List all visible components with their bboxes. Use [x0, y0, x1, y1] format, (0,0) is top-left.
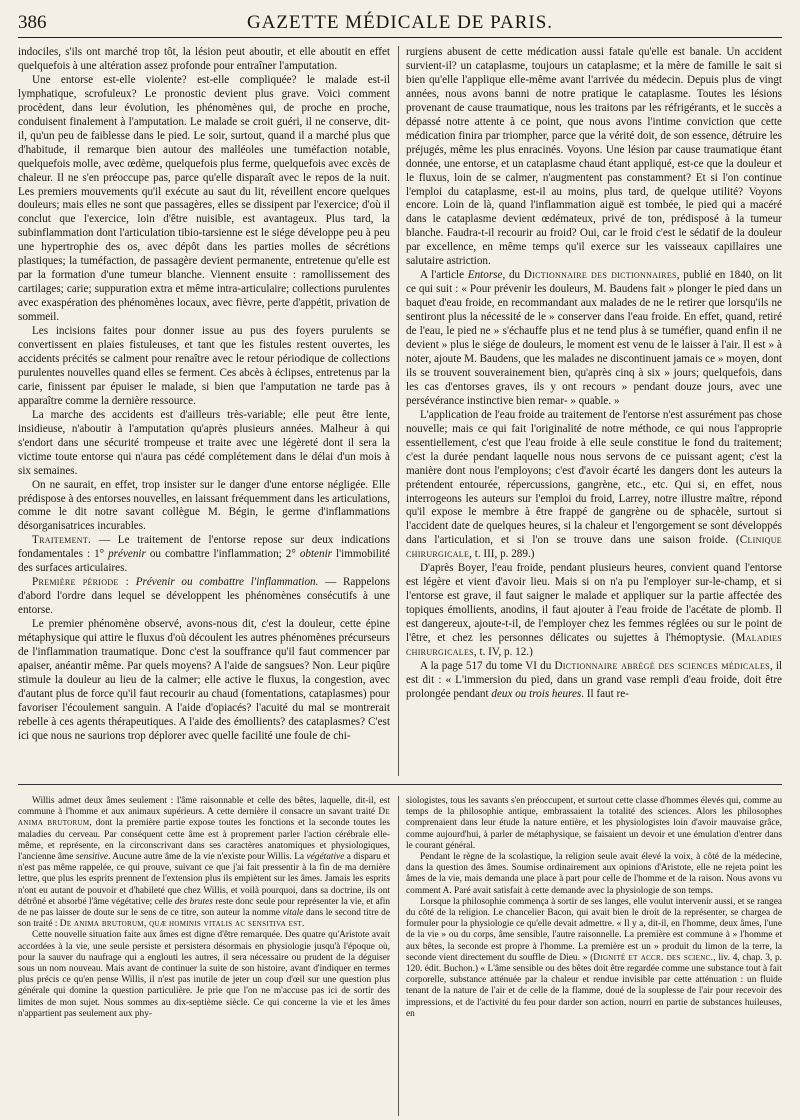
- text-run: des brutes: [174, 896, 213, 907]
- text-run: Prévenir ou combattre l'inflammation.: [129, 576, 319, 589]
- paragraph: Une entorse est-elle violente? est-elle compliquée? le malade est-il lymphatique, scrofuleux? Le pronostic devient plus grave. Voici comment procèdent, dans leur évolution, les phénomènes qui, de proche en proche, conduisent finalement à l'amputation. Le malade se croit guéri, il ne conserve, dit-il, qu'un peu de faiblesse dans le pied. Le soir, surtout, quand il a marché plus que d'habitude, il remarque bien autour des malléoles une tuméfaction notable, quelquefois molle, avec œdème, quelquefois plus ferme, quelquefois avec excès de chaleur. Il ne s'en préoccupe pas, parce qu'elle disparaît avec le repos de la nuit. Les premiers mouvements qu'il exécute au saut du lit, réveillent encore quelques douleurs; mais elles ne sont que passagères, elles se dissipent par l'exercice; d'où il conclut que l'exercice, loin d'être nuisible, est avantageux. Plus tard, la subinflammation dont l'articulation tibio-tarsienne est le siége développe peu à peu une hypertrophie des os, avec dépôt dans les parties molles de sécrétions plastiques; la tuméfaction, de passagère devient permanente, entretenue qu'elle est par la formation d'une tumeur blanche. Viennent ensuite : ramollissement des cartilages; carie; suppuration extra et même intra-articulaire; collections purulentes avec exaspération des phénomènes locaux, avec fièvre, perte d'appétit, privation de sommeil.: [18, 73, 390, 324]
- header-rule: [18, 37, 782, 38]
- text-run: reste donc seule pour représenter la vie, et afin de ne pas laisser de doute sur le sens de ce titre, son auteur la nomme: [18, 896, 390, 919]
- bottom-left-column: [18, 796, 390, 1116]
- text-run: sensitive: [75, 852, 109, 863]
- feuilleton-rule: [18, 784, 782, 785]
- text-run: Lorsque la philosophie commença à sortir de ses langes, elle voulut intervenir aussi, et se rangea du côté de la religion. Le chancelier Bacon, qui avait bien le droit de la représenter, se chargea de formuler pour la physiologie ce qu'elle devait admettre. « Il y a, dit-il, en l'homme, deux âmes, l'une de la vie » ou du corps, âme sensible, l'autre raisonnelle. La première est commune à » l'homme et aux bêtes, la seconde est propre à l'homme. La première est un » produit du limon de la terre, la seconde vient directement du souffle de Dieu. » (: [406, 896, 782, 963]
- paragraph: Les incisions faites pour donner issue au pus des foyers purulents se convertissent en plaies fistuleuses, et tant que les fistules restent ouvertes, les accidents précités se calment pour renaître avec le retour périodique de collections purulentes nouvelles quand elles se ferment. Ces abcès à éclipses, entretenus par la carie, finissent par épuiser le malade, si bien que l'amputation ne tarde pas à apparaître comme la dernière ressource.: [18, 325, 390, 407]
- text-run: , t. III, p. 289.): [469, 548, 535, 561]
- paragraph: [406, 409, 782, 562]
- top-right-column: [406, 46, 782, 776]
- page-header: [18, 8, 782, 38]
- bottom-right-column: [406, 796, 782, 1116]
- text-run: D'après Boyer, l'eau froide, pendant plusieurs heures, convient quand l'entorse est légère et vient d'avoir lieu. Mais si on n'a pu l'employer sur-le-champ, et si l'entorse est grave, il faut saigner le malade et appliquer sur la partie affectée des topiques émollients, anodins, il faut ajouter à l'eau froide de l'acétate de plomb. Il est dangereux, ajoute-t-il, de l'employer chez les femmes réglées ou sur le point de l'être, et chez les personnes délicates ou sujettes à l'hémoptysie. (: [406, 562, 782, 645]
- paragraph: [406, 660, 782, 702]
- text-run: Clinique chirurgicale: [406, 534, 782, 561]
- text-run: . Aucune autre âme de la vie n'existe pour Willis. La: [108, 852, 307, 863]
- paragraph: La marche des accidents est d'ailleurs très-variable; elle peut être lente, insidieuse, n'aboutir à l'amputation qu'après plusieurs années. Malheur à qui s'endort dans une sécurité trompeuse et traite avec une légèreté dont il sera la victime toute entorse qui n'aura pas cédé complétement dans le délai d'un mois à six semaines.: [18, 408, 390, 477]
- text-run: A la page 517 du tome VI du: [420, 659, 555, 672]
- text-run: , dont la première partie expose toutes les fonctions et la seconde toutes les maladies du cerveau. Par conséquent cette âme est à proprement parler l'action cérébrale elle-même, et représente, en la circonscrivant dans ses caractères anatomiques et physiologiques, l'ancienne âme: [18, 818, 390, 863]
- text-run: , du: [502, 269, 524, 282]
- text-run: l'immobilité des surfaces articulaires.: [18, 548, 390, 575]
- paragraph: indociles, s'ils ont marché trop tôt, la lésion peut aboutir, et elle aboutit en effet quelquefois à une altération assez profonde pour entraîner l'amputation.: [18, 46, 390, 72]
- text-run: végétative: [306, 852, 345, 863]
- text-run: dans le second titre de son traité :: [18, 908, 390, 930]
- page-number: 386: [18, 12, 47, 33]
- journal-title: GAZETTE MÉDICALE DE PARIS.: [246, 12, 554, 33]
- text-run: , liv. 4, chap. 3, p. 120. édit. Buchon.) « L'âme sensible ou des bêtes doit être regardée comme une substance tout à fait corporelle, substance atténuée par la chaleur et rendue invisible par cette atténuation : un fluide tenant de la nature de l'air et de celle de la flamme, doué de la souplesse de l'air pour recevoir des impressions, et de l'activité du feu pour darder son action, nourri en partie de substances huileuses, en: [406, 952, 782, 1019]
- paragraph-first-period: [18, 576, 390, 618]
- text-run: — Rappelons d'abord l'ordre dans lequel se développent les phénomènes consécutifs à une entorse.: [18, 576, 390, 617]
- text-run: obtenir: [299, 548, 332, 561]
- top-left-column: [18, 46, 390, 776]
- paragraph: Le premier phénomène observé, avons-nous dit, c'est la douleur, cette épine métaphysique qui attire le fluxus d'où découlent les autres phénomènes précurseurs de l'inflammation traumatique. Donc c'est la souffrance qu'il faut commencer par apaiser, anéantir même. Par quels moyens? A l'aide de sangsues? Non. Leur piqûre stimule la douleur au lieu de la calmer; elle active le fluxus, la congestion, avec d'autant plus de force qu'il faut recourir au chaud (fomentations, cataplasmes) pour favoriser l'écoulement sanguin. A l'aide d'opiacés? l'acuité du mal se montrerait rebelle à ces agents thérapeutiques. A l'aide des émollients? des cataplasmes? C'est ici que nous ne saurions trop déplorer avec quelle facilité une foule de chi-: [18, 618, 390, 742]
- section-heading: Traitement.: [32, 534, 92, 547]
- text-run: , il est dit : « L'immersion du pied, dans un grand vase rempli d'eau froide, doit être prolongée pendant: [406, 659, 782, 700]
- paragraph: Pendant le règne de la scolastique, la religion seule avait élevé la voix, à côté de la médecine, dans la question des âmes. Soumise ordinairement aux opinions d'Aristote, elle ne rejeta point les âmes de la vie, mais demanda une place à part pour celle de l'homme et de la raison. Nous avons vu comment A. Paré avait satisfait à cette demande avec la physiologie de son temps.: [406, 852, 782, 896]
- paragraph: [406, 897, 782, 1020]
- paragraph: siologistes, tous les savants s'en préoccupent, et surtout cette classe d'hommes élevés qui, comme au temps de la philosophie antique, embrassaient la totalité des sciences. Alors les philosophes comprenaient dans leur étude la nature entière, et les physiologistes loin d'avoir mauvaise grâce, comme aujourd'hui, à parler de métaphysique, se faisaient un devoir et une émulation d'entrer dans le courant général.: [406, 796, 782, 851]
- text-run: A l'article: [420, 269, 468, 282]
- paragraph: [406, 562, 782, 660]
- paragraph-treatment: [18, 534, 390, 576]
- text-run: Dignité et accr. des scienc.: [593, 952, 714, 963]
- text-run: Entorse: [467, 269, 503, 282]
- text-run: Dictionnaire abrégé des sciences médicales: [554, 659, 770, 672]
- text-run: L'application de l'eau froide au traitement de l'entorse n'est assurément pas chose nouvelle; mais ce qui fait l'originalité de notre méthode, ce qui nous l'approprie essentiellement, c'est que l'eau froide à elle seule constitue le fond du traitement; c'est la durée pendant laquelle nous nous servons de ce puissant agent; c'est la manière dont nous l'employons; c'est d'avoir écarté les dangers dont les auteurs la prétendent entourée, répercussions, gangrène, etc., etc. Qui si, en effet, nous interrogeons les auteurs sur l'emploi du froid, Larrey, notre illustre maître, répond qu'il expose le membre à être frappé de gangrène ou de sphacèle, surtout si l'accident date de quelques heures, si la chaleur et l'engorgement se sont développés dans l'articulation, et si l'on se trouve dans une saison froide. (: [406, 408, 782, 547]
- paragraph: rurgiens abusent de cette médication aussi fatale qu'elle est banale. Un accident survient-il? un cataplasme, toujours un cataplasme; et la mère de famille le sait si bien qu'elle l'applique elle-même avant l'arrivée du médecin. Depuis plus de vingt années, nous avons banni de notre pratique le cataplasme. Toutes les lésions provenant de cause traumatique, nous les traitons par les réfrigérants, et le succès a dépassé notre attente à ce point, que nous avons l'intime conviction que cette médication finira par triompher, parce que la vérité doit, de son essence, détruire les préjugés, même les plus enracinés. Voyons. Une lésion par cause traumatique étant donnée, une entorse, et un cataplasme chaud étant appliqué, est-ce que la douleur et le fluxus, loin de se calmer, n'augmentent pas constamment? Et si l'on continue l'emploi du cataplasme, est-il au moins, plus tard, de quelque utilité? Voyons encore. Loin de là, quand l'inflammation aiguë est tombée, le pied qui a macéré dans le cataplasme devient œdémateux, privé de ton, prédisposé à la tumeur blanche. Faudra-t-il recourir au froid? Oui, car le froid c'est le sédatif de la douleur par excellence, en même temps qu'il exerce sur les vaisseaux capillaires une salutaire astriction.: [406, 46, 782, 268]
- paragraph: [406, 269, 782, 409]
- section-heading: Première période :: [32, 576, 129, 589]
- text-run: Willis admet deux âmes seulement : l'âme raisonnable et celle des bêtes, laquelle, dit-il, est commune à l'homme et aux animaux supérieurs. A cette dernière il consacre un savant traité: [18, 796, 390, 818]
- paragraph: Cette nouvelle situation faite aux âmes est digne d'être remarquée. Des quatre qu'Aristote avait accordées à la vie, une seule persiste et persistera désormais en physiologie jusqu'à l'époque où, pour la sauver du naufrage qui a englouti les autres, il sera nécessaire ou prudent de la déguiser sous un nom nouveau. Mais avant de continuer la suite de son histoire, avant d'indiquer en termes plus précis ce qu'en pense Willis, il n'est pas inutile de jeter un coup d'œil sur une question plus générale qui domine la question particulière. Je prie que l'on ne m'accuse pas ici de sortir des limites de mon sujet. Nous sommes au dix-septième siècle. Ce qui concerne la vie et les âmes n'appartient pas seulement aux phy-: [18, 930, 390, 1019]
- paragraph: On ne saurait, en effet, trop insister sur le danger d'une entorse négligée. Elle prédispose à des entorses nouvelles, en laissant fréquemment dans les articulations, comme le dit notre savant collègue M. Bégin, le germe d'inflammations désorganisatrices incurables.: [18, 478, 390, 533]
- text-run: vitale: [282, 908, 304, 919]
- paragraph: [18, 796, 390, 930]
- text-run: — Le traitement de l'entorse repose sur deux indications fondamentales : 1°: [18, 534, 390, 561]
- text-run: , t. IV, p. 12.): [473, 645, 533, 658]
- text-run: ou combattre l'inflammation; 2°: [145, 548, 300, 561]
- text-run: , publié en 1840, on lit ce qui suit : « Pour prévenir les douleurs, M. Baudens fait » plonger le pied dans un baquet d'eau froide, en recommandant aux malades de ne le retirer que lorsqu'ils ne sentiront plus la nécessité de le » conserver dans l'eau froide. En effet, quand, retiré de l'eau, le pied ne » s'échauffe plus et ne tend plus à se tuméfier, quand enfin il ne devient » plus le siége de douleurs, le moment est venu de le laisser à l'air. Il est » à noter, ajoute M. Baudens, que les malades ne discontinuent jamais ce » moyen, dont ils se trouvent souverainement bien, qu'après cinq à six » jours; quelquefois, dans les cas d'entorses graves, ils y ont recours » pendant douze jours, avec une persévérance instinctive bien remar- » quable. »: [406, 269, 782, 407]
- text-run: De anima brutorum, quæ hominis vitalis ac sensitiva est.: [59, 919, 305, 930]
- text-run: Dictionnaire des dictionnaires: [523, 269, 677, 282]
- text-run: a disparu et n'est pas même rappelée, ce qui prouve, suivant ce que j'ai fait pressentir à la fin de ma dernière lettre, que plus les esprits prennent de l'extension plus ils empiètent sur les âmes. Jamais les esprits n'ont eu autant de pouvoir et d'habileté que chez Willis, et voilà pourquoi, dans sa doctrine, ils ont détrôné et absorbé l'âme végétative; celle: [18, 852, 390, 907]
- text-run: . Il faut re-: [581, 687, 629, 700]
- text-run: deux ou trois heures: [491, 687, 582, 700]
- text-run: prévenir: [108, 548, 146, 561]
- column-rule: [398, 46, 399, 776]
- text-run: Maladies chirurgicales: [406, 632, 782, 658]
- text-run: De anima brutorum: [18, 807, 390, 829]
- column-rule: [398, 796, 399, 1116]
